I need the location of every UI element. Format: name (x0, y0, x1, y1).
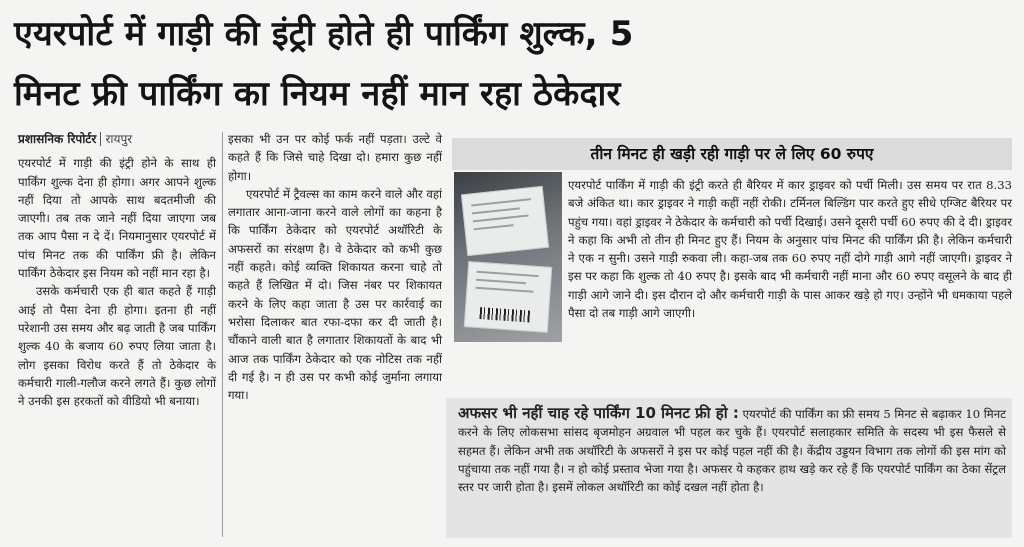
headline-line-2: मिनट फ्री पार्किंग का नियम नहीं मान रहा ठेकेदार (14, 74, 621, 114)
column-2-paragraph-1: इसका भी उन पर कोई फर्क नहीं पड़ता। उल्टे वे कहते हैं कि जिसे चाहे दिखा दो। हमारा कुछ नहीं होगा। (228, 132, 442, 183)
column-1-paragraph-2: उसके कर्मचारी एक ही बात कहते हैं गाड़ी आई तो पैसा देना ही होगा। इतना ही नहीं परेशानी उस समय और बढ़ जाती है जब पार्किंग शुल्क 40 के बजाय 60 रुपए लिया जाता है। लोग इसका विरोध करते हैं तो ठेकेदार के कर्मचारी गाली-गलौज करने लगते हैं। कुछ लोगों ने उनकी इस हरकतों को वीडियो भी बनाया। (18, 284, 216, 409)
headline-line-1: एयरपोर्ट में गाड़ी की इंट्री होते ही पार्किंग शुल्क, 5 (14, 14, 634, 54)
column-divider (222, 132, 223, 537)
byline (18, 130, 216, 148)
sidebar-box-2-text (458, 404, 1006, 496)
sidebar-box-2-title: अफसर भी नहीं चाह रहे पार्किंग 10 मिनट फ्री हो : (458, 404, 739, 422)
headline (14, 4, 1014, 124)
parking-ticket-photo (454, 172, 562, 342)
reporter-name: प्रशासनिक रिपोर्टर (18, 132, 97, 146)
dateline-city: रायपुर (100, 132, 132, 146)
column-2-paragraph-2: एयरपोर्ट में ट्रैवल्स का काम करने वाले और वहां लगातार आना-जाना करने वाले लोगों का कहना है कि पार्किंग ठेकेदार को एयरपोर्ट अथॉरिटी के अफसरों का संरक्षण है। वे ठेकेदार को कभी कुछ नहीं कहते। कोई व्यक्ति शिकायत करना चाहे तो कहते हैं लिखित में दो। जिस नंबर पर शिकायत करने के लिए कहा जाता है उस पर कार्रवाई का भरोसा दिलाकर बात रफा-दफा कर दी जाती है। चौंकाने वाली बात है लगातार शिकायतों के बाद भी आज तक पार्किंग ठेकेदार को एक नोटिस तक नहीं दी गई है। न ही उस पर कभी कोई जुर्माना लगाया गया। (228, 186, 442, 403)
sidebar-box-2-body: एयरपोर्ट की पार्किंग का फ्री समय 5 मिनट से बढ़ाकर 10 मिनट करने के लिए लोकसभा सांसद बृजमोहन अग्रवाल भी पहल कर चुके हैं। एयरपोर्ट सलाहकार समिति के सदस्य भी इस फैसले से सहमत हैं। लेकिन अभी तक अथॉरिटी के अफसरों ने इस पर कोई पहल नहीं की है। केंद्रीय उड्डयन विभाग तक लोगों की इस मांग को पहुंचाया तक नहीं गया है। न हो कोई प्रस्ताव भेजा गया है। अफसर ये कहकर हाथ खड़े कर रहे हैं कि एयरपोर्ट पार्किंग का ठेका सेंट्रल स्तर पर जारी होता है। इसमें लोकल अथॉरिटी का कोई दखल नहीं होता है। (458, 407, 1006, 495)
parking-ticket-image (461, 186, 549, 256)
column-1-paragraph-1: एयरपोर्ट में गाड़ी की इंट्री होने के साथ ही पार्किंग शुल्क देना ही होगा। अगर आपने शुल्क नहीं दिया तो आपके साथ बदतमीजी की जाएगी। तब तक जाने नहीं दिया जाएगा जब तक आप पैसा न दे दें। नियमानुसार एयरपोर्ट में पांच मिनट तक की पार्किंग फ्री है। लेकिन पार्किंग ठेकेदार इस नियम को नहीं मान रहा है। (18, 156, 216, 281)
article-column-1 (18, 130, 216, 410)
sidebar-box-1-title: तीन मिनट ही खड़ी रही गाड़ी पर ले लिए 60 रुपए (452, 138, 1012, 170)
parking-receipt-image (464, 261, 552, 333)
article-column-2 (228, 130, 442, 404)
sidebar-box-1-body: एयरपोर्ट पार्किंग में गाड़ी की इंट्री करते ही बैरियर में कार ड्राइवर को पर्ची मिली। उस समय पर रात 8.33 बजे अंकित था। कार ड्राइवर ने गाड़ी कहीं नहीं रोकी। टर्मिनल बिल्डिंग पार करते हुए सीधे एग्जिट बैरियर पर पहुंच गया। वहां ड्राइवर ने ठेकेदार के कर्मचारी को पर्ची दिखाई। उसने दूसरी पर्ची 60 रुपए की दे दी। ड्राइवर ने कहा कि अभी तो तीन ही मिनट हुए हैं। नियम के अनुसार पांच मिनट की पार्किंग फ्री है। लेकिन कर्मचारी ने एक न सुनी। उसने गाड़ी रुकवा ली। कहा-जब तक 60 रुपए नहीं दोगे गाड़ी आगे नहीं जाएगी। ड्राइवर ने इस पर कहा कि शुल्क तो 40 रुपए है। इसके बाद भी कर्मचारी नहीं माना और 60 रुपए वसूलने के बाद ही गाड़ी आगे जाने दी। इस दौरान दो और कर्मचारी गाड़ी के पास आकर खड़े हो गए। उन्होंने भी धमकाया पहले पैसा दो तब गाड़ी आगे जाएगी। (568, 178, 1012, 321)
barcode-graphic (479, 307, 530, 322)
